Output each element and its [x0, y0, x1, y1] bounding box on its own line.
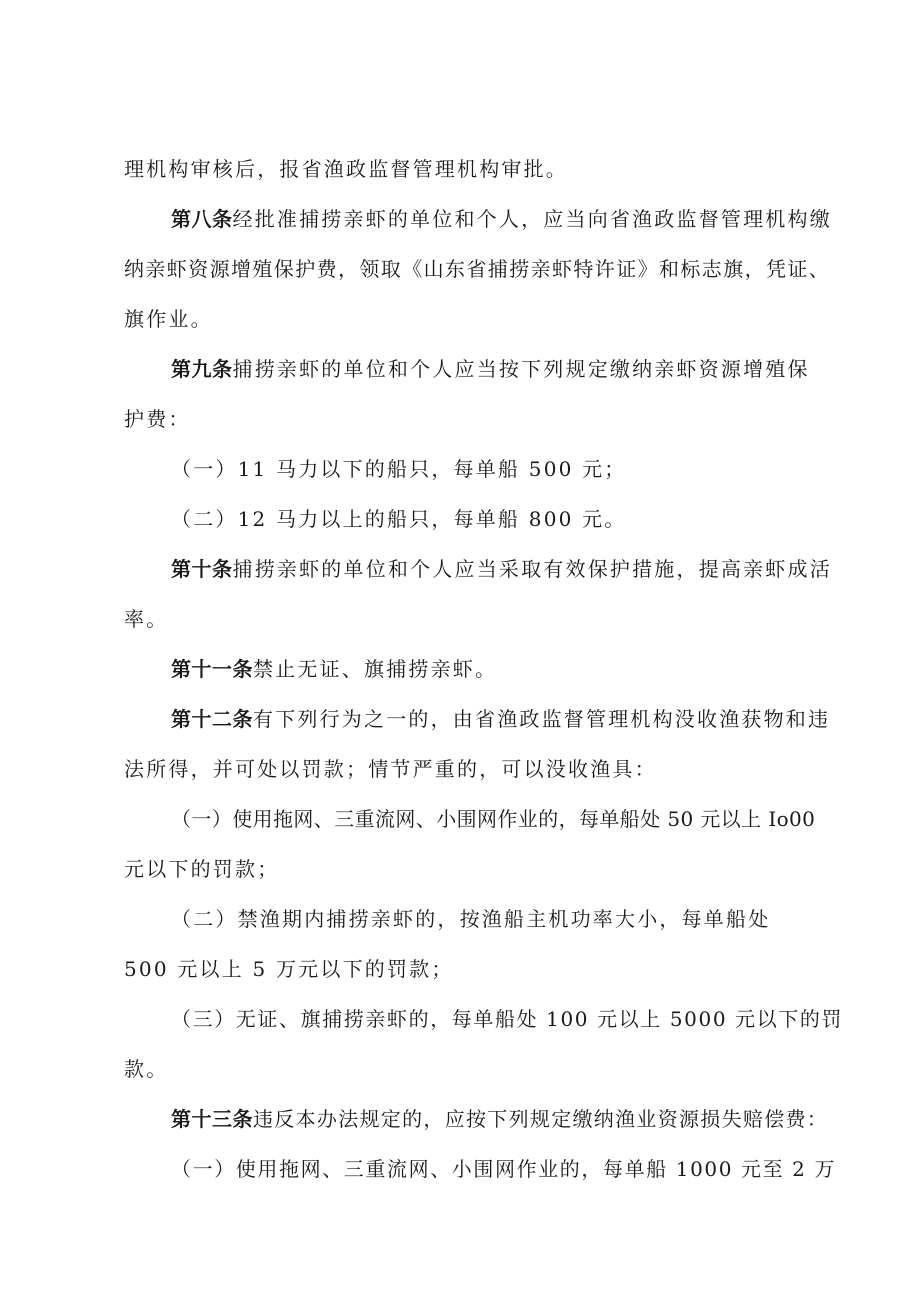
article-12-item-3b: 款。	[124, 1057, 169, 1081]
article-11-line-1	[171, 655, 497, 683]
article-12-heading: 第十二条	[171, 707, 253, 731]
article-9-item-1: （一）11 马力以下的船只，每单船 500 元；	[171, 457, 627, 481]
article-12-item-1b: 元以下的罚款；	[124, 857, 280, 881]
article-12-item-2a: （二）禁渔期内捕捞亲虾的，按渔船主机功率大小，每单船处	[171, 907, 771, 931]
article-10-line-1	[171, 555, 832, 583]
article-13-heading: 第十三条	[171, 1107, 253, 1131]
article-9-heading: 第九条	[171, 357, 233, 381]
article-12-line-2: 法所得，并可处以罚款；情节严重的，可以没收渔具：	[124, 757, 657, 781]
article-9-item-2: （二）12 马力以上的船只，每单船 800 元。	[171, 507, 627, 531]
article-12-item-3a: （三）无证、旗捕捞亲虾的，每单船处 100 元以上 5000 元以下的罚	[171, 1007, 844, 1031]
article-12-item-1a: （一）使用拖网、三重流网、小围网作业的，每单船处 50 元以上 Io00	[171, 807, 816, 831]
article-12-line-1	[171, 705, 830, 733]
article-8-line-1	[171, 205, 832, 233]
article-8-line-3: 旗作业。	[124, 307, 213, 331]
article-13-text: 违反本办法规定的，应按下列规定缴纳渔业资源损失赔偿费：	[253, 1107, 829, 1131]
article-13-line-1	[171, 1105, 828, 1133]
article-13-item-1: （一）使用拖网、三重流网、小围网作业的，每单船 1000 元至 2 万	[171, 1157, 837, 1181]
article-8-text: 经批准捕捞亲虾的单位和个人，应当向省渔政监督管理机构缴	[232, 207, 832, 231]
article-10-line-2: 率。	[124, 607, 169, 631]
article-8-line-2: 纳亲虾资源增殖保护费，领取《山东省捕捞亲虾特许证》和标志旗，凭证、	[124, 257, 831, 281]
article-9-text: 捕捞亲虾的单位和个人应当按下列规定缴纳亲虾资源增殖保	[232, 357, 810, 381]
article-10-heading: 第十条	[171, 557, 233, 581]
article-11-text: 禁止无证、旗捕捞亲虾。	[253, 657, 498, 681]
article-9-line-1	[171, 355, 810, 383]
article-9-line-2: 护费：	[124, 407, 191, 431]
text-line: 理机构审核后，报省渔政监督管理机构审批。	[124, 157, 568, 181]
article-8-heading: 第八条	[171, 207, 233, 231]
article-10-text: 捕捞亲虾的单位和个人应当采取有效保护措施，提高亲虾成活	[232, 557, 832, 581]
article-11-heading: 第十一条	[171, 657, 253, 681]
article-12-item-2b: 500 元以上 5 万元以下的罚款；	[124, 957, 454, 981]
article-12-text: 有下列行为之一的，由省渔政监督管理机构没收渔获物和违	[253, 707, 831, 731]
